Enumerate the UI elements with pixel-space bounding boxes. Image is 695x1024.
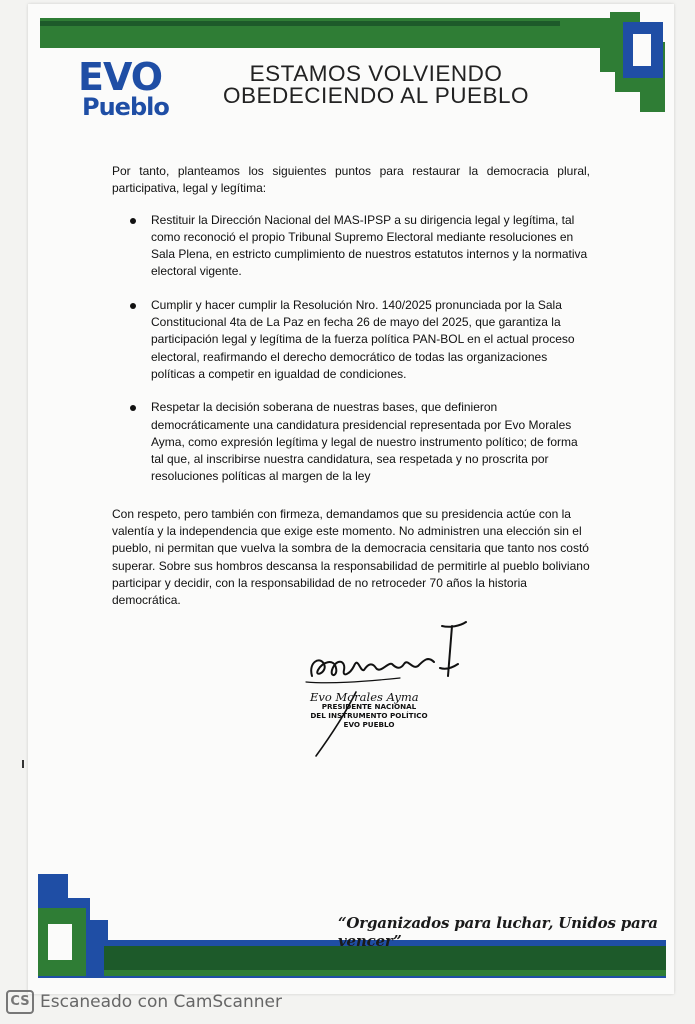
list-item <box>112 399 590 485</box>
evo-pueblo-logo <box>78 55 180 124</box>
bullet-icon <box>130 303 136 309</box>
signatory-title-line-1: PRESIDENTE NACIONAL <box>321 702 417 711</box>
list-item <box>112 212 590 281</box>
signatory-title-line-3: EVO PUEBLO <box>343 720 395 729</box>
scanner-watermark <box>6 990 282 1014</box>
list-item-text: Cumplir y hacer cumplir la Resolución Nro. 140/2025 pronunciada por la Sala Constitucional 4ta de La Paz en fecha 26 de mayo del 2025, que garantiza la participación legal y legítima de la fuerza política PAN-BOL en el actual proceso electoral, reafirmando el derecho democrático de todas las organizaciones políticas a competir en igualdad de condiciones. <box>151 297 575 381</box>
logo-pueblo-text: Pueblo <box>82 93 169 121</box>
list-item-text: Restituir la Dirección Nacional del MAS-IPSP a su dirigencia legal y legítima, tal como reconoció el propio Tribunal Supremo Electoral mediante resoluciones en Sala Plena, en estricto cumplimiento de nuestros estatutos internos y la normativa electoral vigente. <box>151 212 588 279</box>
signatory-name: Evo Morales Ayma <box>310 690 419 704</box>
bullet-icon <box>130 218 136 224</box>
slogan-line-2: OBEDECIENDO AL PUEBLO <box>222 83 529 108</box>
list-item <box>112 297 590 383</box>
margin-mark <box>22 760 24 768</box>
demands-list <box>112 212 590 486</box>
header-decorative-band <box>40 12 640 52</box>
header-slogan <box>196 63 556 107</box>
closing-paragraph: Con respeto, pero también con firmeza, demandamos que su presidencia actúe con la valentía y la independencia que exige este momento. No administren una elección sin el pueblo, ni permitan que vuelva la sombra de la democracia censitaria que tanto nos costó superar. Sobre sus hombros descansa la responsabilidad de permitirle al pueblo boliviano participar y decidir, con la responsabilidad de no retroceder 70 años la historia democrática. <box>112 506 590 608</box>
bullet-icon <box>130 405 136 411</box>
logo-evo-text: EVO <box>78 55 163 99</box>
footer-motto: “Organizados para luchar, Unidos para vencer” <box>338 914 658 950</box>
scanner-text: Escaneado con CamScanner <box>40 992 282 1012</box>
handwritten-signature <box>300 612 470 762</box>
signatory-title <box>304 702 434 729</box>
signatory-title-line-2: DEL INSTRUMENTO POLÍTICO <box>310 711 428 720</box>
list-item-text: Respetar la decisión soberana de nuestras bases, que definieron democráticamente una candidatura presidencial representada por Evo Morales Ayma, como expresión legítima y legal de nuestro instrumento político; de forma tal que, al inscribirse nuestra candidatura, sea respetada y no proscrita por resoluciones políticas al margen de la ley <box>151 400 578 484</box>
slogan-line-1: ESTAMOS VOLVIENDO <box>249 61 503 86</box>
camscanner-icon: CS <box>6 990 34 1014</box>
intro-paragraph: Por tanto, planteamos los siguientes puntos para restaurar la democracia plural, participativa, legal y legítima: <box>112 164 590 196</box>
letter-body <box>112 163 590 610</box>
